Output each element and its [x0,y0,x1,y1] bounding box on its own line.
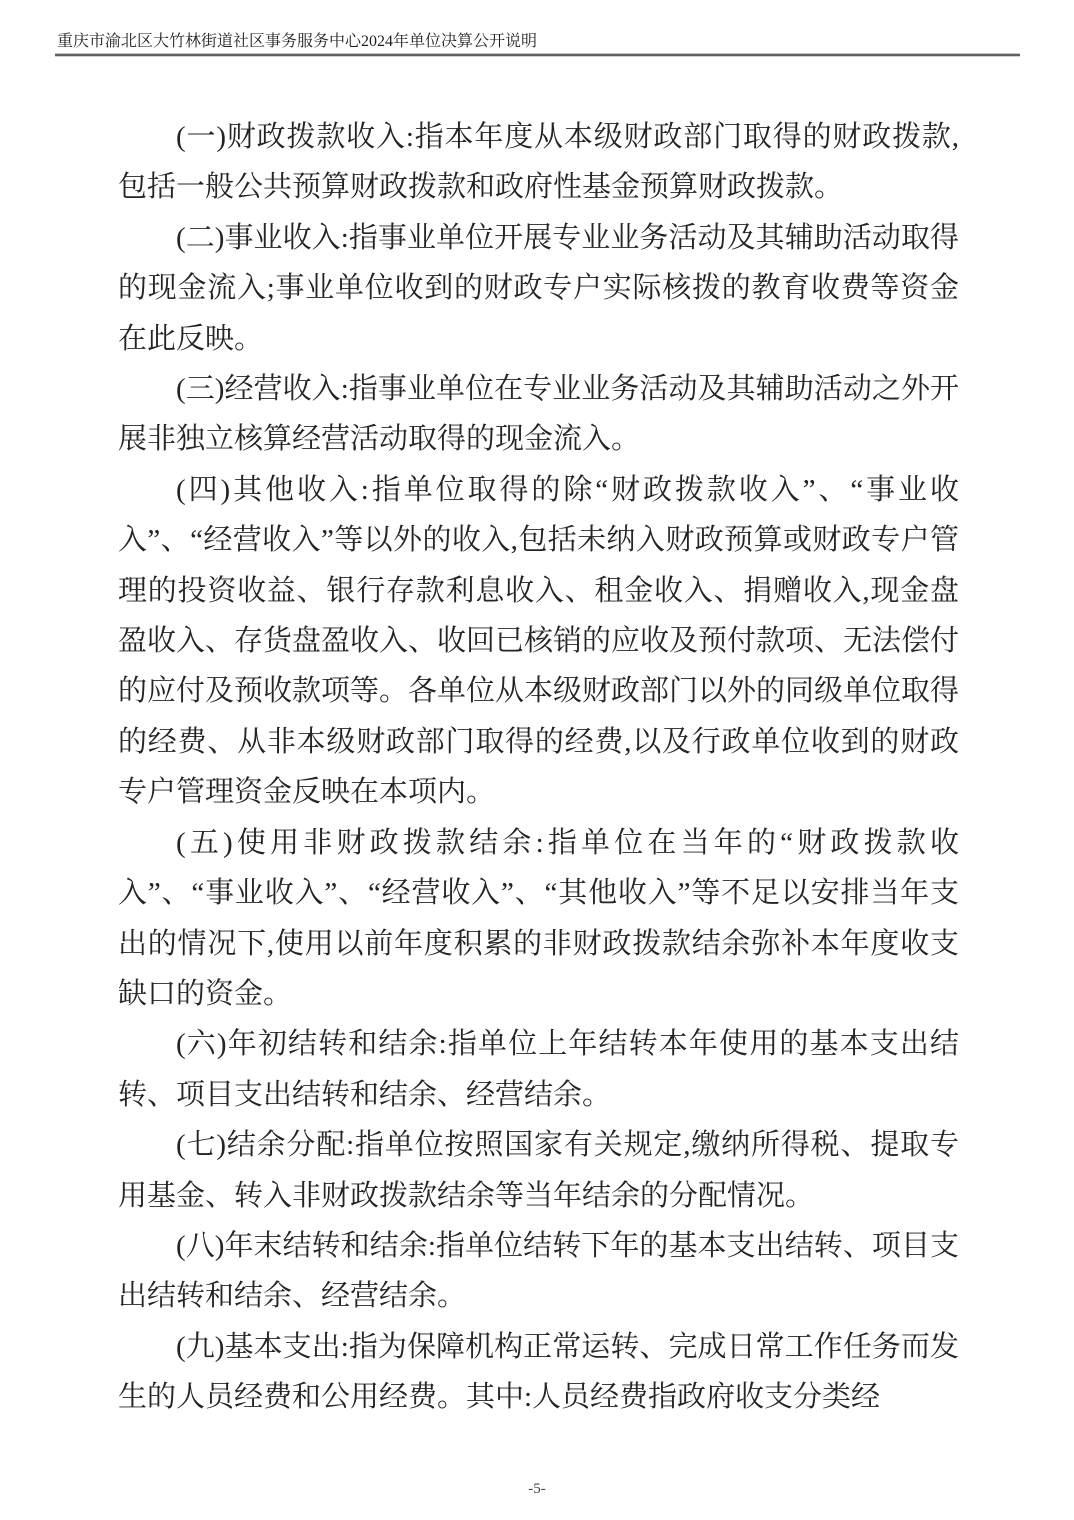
paragraph-3-jingying-shouru: (三)经营收入:指事业单位在专业业务活动及其辅助活动之外开展非独立核算经营活动取得的现金流入。 [118,373,959,456]
paragraph-7-jieyu-fenpei: (七)结余分配:指单位按照国家有关规定,缴纳所得税、提取专用基金、转入非财政拨款结余等当年结余的分配情况。 [118,1129,959,1212]
header-rule [55,53,1020,57]
paragraph-1-caizheng-bokuan-shouru: (一)财政拨款收入:指本年度从本级财政部门取得的财政拨款,包括一般公共预算财政拨款和政府性基金预算财政拨款。 [118,121,959,204]
paragraph-6-nianchu-jiezhuan-he-jieyu: (六)年初结转和结余:指单位上年结转本年使用的基本支出结转、项目支出结转和结余、经营结余。 [118,1028,959,1111]
paragraph-5-shiyong-feicaizheng-bokuan-jieyu: (五)使用非财政拨款结余:指单位在当年的“财政拨款收入”、“事业收入”、“经营收入”、“其他收入”等不足以安排当年支出的情况下,使用以前年度积累的非财政拨款结余弥补本年度收支缺口的资金。 [118,826,959,1010]
paragraph-8-nianmo-jiezhuan-he-jieyu: (八)年末结转和结余:指单位结转下年的基本支出结转、项目支出结转和结余、经营结余。 [118,1229,959,1313]
paragraph-2-shiye-shouru: (二)事业收入:指事业单位开展专业业务活动及其辅助活动取得的现金流入;事业单位收到的财政专户实际核拨的教育收费等资金在此反映。 [118,221,959,355]
document-body [118,112,959,1423]
page-header-title: 重庆市渝北区大竹林街道社区事务服务中心2024年单位决算公开说明 [57,33,538,50]
page-footer [0,1481,1074,1498]
paragraph-4-qita-shouru: (四)其他收入:指单位取得的除“财政拨款收入”、“事业收入”、“经营收入”等以外的收入,包括未纳入财政预算或财政专户管理的投资收益、银行存款利息收入、租金收入、捐赠收入,现金盘盈收入、存货盘盈收入、收回已核销的应收及预付款项、无法偿付的应付及预收款项等。各单位从本级财政部门以外的同级单位取得的经费、从非本级财政部门取得的经费,以及行政单位收到的财政专户管理资金反映在本项内。 [118,473,960,809]
paragraph-9-jiben-zhichu: (九)基本支出:指为保障机构正常运转、完成日常工作任务而发生的人员经费和公用经费。其中:人员经费指政府收支分类经 [118,1330,959,1414]
page-number: -5- [528,1481,546,1497]
